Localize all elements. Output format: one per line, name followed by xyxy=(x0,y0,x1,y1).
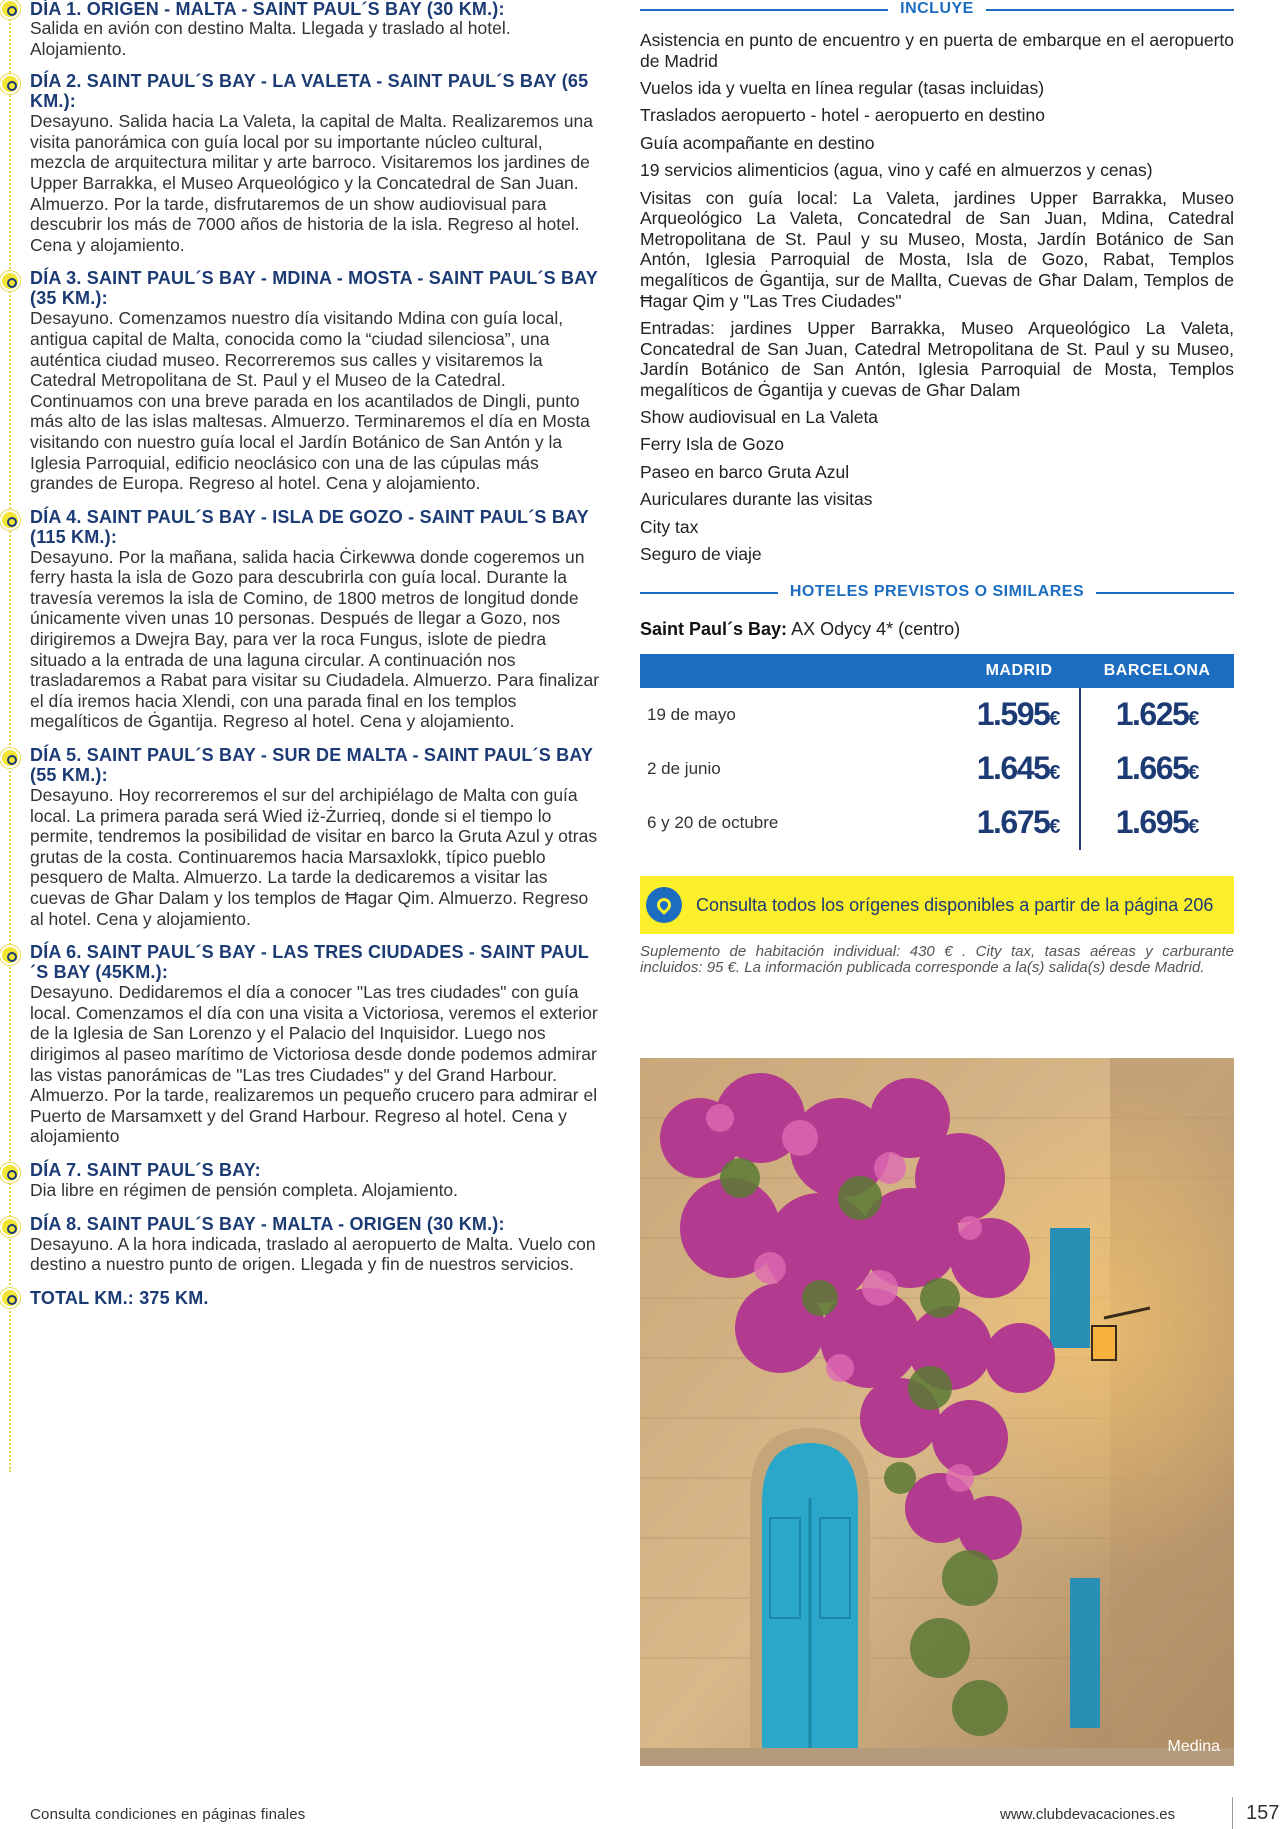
footer-conditions: Consulta condiciones en páginas finales xyxy=(30,1806,306,1823)
mdina-photo xyxy=(640,1058,1234,1766)
header-barcelona: BARCELONA xyxy=(1080,654,1234,688)
origins-notice[interactable] xyxy=(640,876,1234,934)
day-marker-icon xyxy=(0,1217,20,1237)
incluye-item: Visitas con guía local: La Valeta, jardines Upper Barrakka, Museo Arqueológico La Valeta, Concatedral de San Juan, Mdina, Catedral Metropolitana de St. Paul y su Museo, Mosta, Jardín Botánico de San Antón, Iglesia Parroquial de Mosta, Isla de Gozo, Rabat, Templos megalíticos de Ġgantija, sur de Mallta, Cuevas de Għar Dalam, Templos de Ħagar Qim y "Las Tres Ciudades" xyxy=(640,187,1234,311)
day-body: Desayuno. Salida hacia La Valeta, la capital de Malta. Realizaremos una visita panorámica con guía local por su importante núcleo cultural, mezcla de arquitectura militar y arte barroco. Visitaremos los jardines de Upper Barrakka, el Museo Arqueológico y la Concatedral de San Juan. Almuerzo. Por la tarde, disfrutaremos de un show audiovisual para descubrir los más de 7000 años de historia de la isla. Regreso al hotel. Cena y alojamiento. xyxy=(30,111,593,255)
header-empty xyxy=(640,654,958,688)
currency-symbol: € xyxy=(1188,762,1200,785)
day-5 xyxy=(0,745,600,929)
total-km-label: TOTAL KM.: 375 KM. xyxy=(30,1287,209,1308)
day-marker-icon xyxy=(0,74,20,94)
price-madrid xyxy=(958,796,1080,850)
location-pin-icon xyxy=(646,887,682,923)
page-number: 157 xyxy=(1246,1802,1280,1824)
hotel-name: AX Odycy 4* (centro) xyxy=(791,618,961,639)
day-marker-icon xyxy=(0,748,20,768)
incluye-item: Vuelos ida y vuelta en línea regular (tasas incluidas) xyxy=(640,77,1045,98)
price-row xyxy=(640,796,1234,850)
photo-illustration xyxy=(640,1058,1234,1766)
day-body: Salida en avión con destino Malta. Llegada y traslado al hotel. Alojamiento. xyxy=(30,18,511,59)
day-body: Desayuno. Dedidaremos el día a conocer "Las tres ciudades" con guía local. Comenzamos el día con una visita a Victoriosa, veremos el exterior de la Iglesia de San Lorenzo y el Palacio del Inquisidor. Luego nos dirigimos al paseo marítimo de Victoriosa desde donde podemos admirar las vistas panorámicas de "Las tres Ciudades" y del Grand Harbour. Almuerzo. Por la tarde, realizaremos un pequeño crucero para admirar el Puerto de Marsamxett y del Grand Harbour. Regreso al hotel. Cena y alojamiento xyxy=(30,982,598,1147)
day-2 xyxy=(0,71,600,255)
currency-symbol: € xyxy=(1049,762,1061,785)
day-title: DÍA 2. SAINT PAUL´S BAY - LA VALETA - SAINT PAUL´S BAY (65 KM.): xyxy=(30,71,589,112)
day-7 xyxy=(0,1160,600,1201)
day-title: DÍA 7. SAINT PAUL´S BAY: xyxy=(30,1159,261,1180)
incluye-heading-label: INCLUYE xyxy=(888,0,986,17)
price-value: 1.695 xyxy=(1115,804,1189,841)
price-row xyxy=(640,742,1234,796)
day-title: DÍA 4. SAINT PAUL´S BAY - ISLA DE GOZO - SAINT PAUL´S BAY (115 KM.): xyxy=(30,506,589,547)
incluye-item: Seguro de viaje xyxy=(640,544,762,565)
footer-divider xyxy=(1232,1797,1233,1829)
details-column xyxy=(640,0,1234,977)
incluye-item: Asistencia en punto de encuentro y en puerta de embarque en el aeropuerto de Madrid xyxy=(640,30,1234,71)
day-6 xyxy=(0,942,600,1147)
day-marker-icon xyxy=(0,510,20,530)
day-body: Desayuno. A la hora indicada, traslado al aeropuerto de Malta. Vuelo con destino a nuestro punto de origen. Llegada y fin de nuestros servicios. xyxy=(30,1233,596,1275)
day-marker-icon xyxy=(0,0,20,19)
price-value: 1.625 xyxy=(1115,696,1189,733)
day-title: DÍA 6. SAINT PAUL´S BAY - LAS TRES CIUDADES - SAINT PAUL´S BAY (45KM.): xyxy=(30,942,589,983)
incluye-item: Entradas: jardines Upper Barrakka, Museo Arqueológico La Valeta, Concatedral de San Juan, Catedral Metropolitana de St. Paul y su Museo, Jardín Botánico de San Antón, Iglesia Parroquial de Mosta, Templos megalíticos de Ġgantija y cuevas de Għar Dalam xyxy=(640,317,1234,400)
price-barcelona xyxy=(1080,742,1234,796)
currency-symbol: € xyxy=(1049,816,1061,839)
incluye-item: Ferry Isla de Gozo xyxy=(640,434,784,455)
incluye-item: Guía acompañante en destino xyxy=(640,132,875,153)
footer-url[interactable]: www.clubdevacaciones.es xyxy=(1000,1806,1176,1823)
incluye-item: 19 servicios alimenticios (agua, vino y café en almuerzos y cenas) xyxy=(640,160,1153,181)
price-date: 6 y 20 de octubre xyxy=(647,812,779,832)
total-km xyxy=(0,1288,600,1308)
supplement-note: Suplemento de habitación individual: 430 € . City tax, tasas aéreas y carburante incluidos: 95 €. La información publicada corresponde a la(s) salida(s) desde Madrid. xyxy=(640,942,1234,977)
price-madrid xyxy=(958,688,1080,742)
day-4 xyxy=(0,507,600,732)
price-row xyxy=(640,688,1234,742)
price-value: 1.645 xyxy=(976,750,1050,787)
price-date: 2 de junio xyxy=(647,758,721,778)
day-title: DÍA 5. SAINT PAUL´S BAY - SUR DE MALTA - SAINT PAUL´S BAY (55 KM.): xyxy=(30,745,593,786)
currency-symbol: € xyxy=(1188,816,1200,839)
hotels-heading xyxy=(640,583,1234,605)
price-barcelona xyxy=(1080,688,1234,742)
hotel-location: Saint Paul´s Bay: xyxy=(640,618,788,639)
day-marker-icon xyxy=(0,945,20,965)
day-3 xyxy=(0,268,600,493)
price-table-header xyxy=(640,654,1234,688)
incluye-item: Auriculares durante las visitas xyxy=(640,489,873,510)
incluye-heading xyxy=(640,0,1234,22)
price-madrid xyxy=(958,742,1080,796)
price-barcelona xyxy=(1080,796,1234,850)
hotels-heading-label: HOTELES PREVISTOS O SIMILARES xyxy=(778,583,1096,600)
day-title: DÍA 3. SAINT PAUL´S BAY - MDINA - MOSTA - SAINT PAUL´S BAY (35 KM.): xyxy=(30,268,598,309)
price-value: 1.675 xyxy=(976,804,1050,841)
hotel-info xyxy=(640,619,1234,640)
day-body: Dia libre en régimen de pensión completa. Alojamiento. xyxy=(30,1179,459,1200)
notice-text: Consulta todos los orígenes disponibles a partir de la página 206 xyxy=(696,894,1214,915)
price-value: 1.665 xyxy=(1115,750,1189,787)
header-madrid: MADRID xyxy=(958,654,1080,688)
incluye-item: Paseo en barco Gruta Azul xyxy=(640,461,850,482)
day-1 xyxy=(0,0,600,59)
day-title: DÍA 8. SAINT PAUL´S BAY - MALTA - ORIGEN (30 KM.): xyxy=(30,1213,505,1234)
currency-symbol: € xyxy=(1049,708,1061,731)
incluye-item: City tax xyxy=(640,516,699,537)
incluye-list xyxy=(640,30,1234,565)
price-date: 19 de mayo xyxy=(647,704,736,724)
itinerary xyxy=(0,0,600,1500)
incluye-item: Traslados aeropuerto - hotel - aeropuerto en destino xyxy=(640,105,1046,126)
day-title: DÍA 1. ORIGEN - MALTA - SAINT PAUL´S BAY (30 KM.): xyxy=(30,0,505,19)
price-value: 1.595 xyxy=(976,696,1050,733)
day-marker-icon xyxy=(0,1163,20,1183)
price-table xyxy=(640,654,1234,850)
day-marker-icon xyxy=(0,271,20,291)
photo-caption: Medina xyxy=(1167,1738,1220,1755)
day-marker-icon xyxy=(0,1288,20,1308)
day-body: Desayuno. Por la mañana, salida hacia Ċirkewwa donde cogeremos un ferry hasta la isla de Gozo para descubrirla con guía local. Durante la travesía veremos la isla de Comino, de 1800 metros de longitud donde únicamente viven unas 10 personas. Después de llegar a Gozo, nos dirigiremos a Dwejra Bay, para ver la roca Fungus, islote de piedra situado a la entrada de una laguna circular. A continuación nos trasladaremos a Rabat para visitar su Ciudadela. Almuerzo. Para finalizar el día iremos hacia Xlendi, con una parada final en los templos megalíticos de Ġgantija. Regreso al hotel. Cena y alojamiento. xyxy=(30,546,600,732)
incluye-item: Show audiovisual en La Valeta xyxy=(640,407,879,428)
day-body: Desayuno. Hoy recorreremos el sur del archipiélago de Malta con guía local. La primera parada será Wied iż-Żurrieq, donde si el tiempo lo permite, tendremos la posibilidad de visitar en barco la Gruta Azul y otras grutas de la costa. Continuaremos hacia Marsaxlokk, típico pueblo pesquero de Malta. Almuerzo. La tarde la dedicaremos a visitar las cuevas de Għar Dalam y los templos de Ħagar Qim. Almuerzo. Regreso al hotel. Cena y alojamiento. xyxy=(30,785,598,929)
day-body: Desayuno. Comenzamos nuestro día visitando Mdina con guía local, antigua capital de Malta, conocida como la “ciudad silenciosa”, una auténtica ciudad museo. Recorreremos sus calles y visitaremos la Catedral Metropolitana de St. Paul y el Museo de la Catedral. Continuamos con una breve parada en los acantilados de Dingli, punto más alto de las islas maltesas. Almuerzo. Terminaremos el día en Mosta visitando con nuestro guía local el Jardín Botánico de San Antón y la Iglesia Parroquial, edificio neoclásico con una de las cúpulas más grandes de Europa. Regreso al hotel. Cena y alojamiento. xyxy=(30,308,590,494)
day-8 xyxy=(0,1214,600,1275)
currency-symbol: € xyxy=(1188,708,1200,731)
